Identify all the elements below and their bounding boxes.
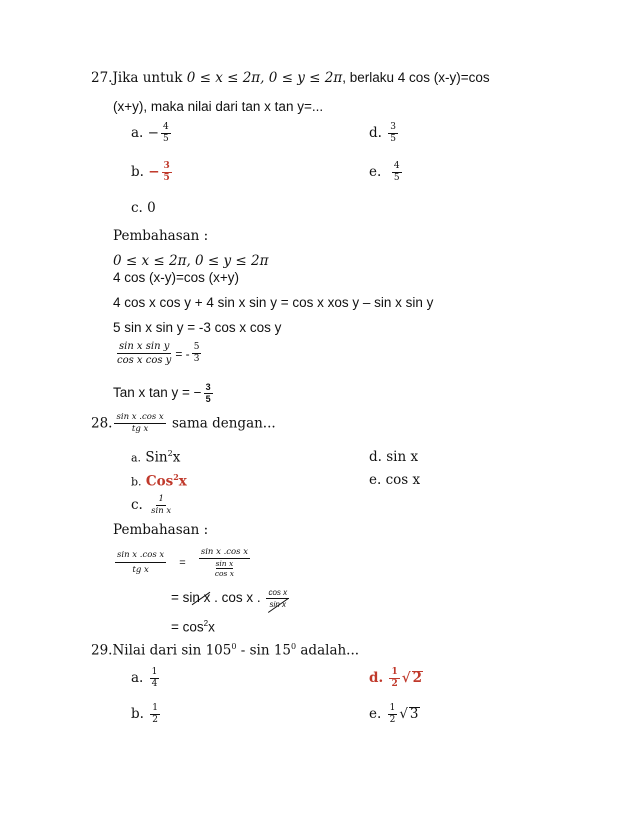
q27-pembahasan-title: Pembahasan : (113, 228, 209, 244)
q27-option-b: b. − $\frac{3}{5}$ (131, 161, 170, 183)
q27-pembahasan-line5: $\frac{\text{sin x sin y}}{\text{cos x cos y}}$ = - $\frac{5}{3}$ (117, 341, 200, 366)
q27-number: 27. (91, 70, 113, 86)
q28-pembahasan-step1: $\frac{\text{sin x .cos x}}{\text{tg x}}$ = sin x .cos x sin x cos x (117, 547, 249, 578)
q27-pembahasan-line3: 4 cos x cos y + 4 sin x sin y = cos x xos y – sin x sin y (113, 295, 434, 310)
q28-option-d: d. sin x (369, 449, 419, 465)
q27-option-a: a. − $\frac{4}{5}$ (131, 122, 169, 144)
q29-line: 29.Nilai dari $\sin 105^0$ - $\sin 15^0$ adalah... (91, 642, 360, 659)
q28-pembahasan-step3: = $\cos^2x$ (171, 619, 215, 635)
q27-pembahasan-line4: 5 sin x sin y = -3 cos x cos y (113, 320, 282, 335)
q27-pembahasan-line1: 0 ≤ x ≤ 2π, 0 ≤ y ≤ 2π (113, 253, 269, 269)
q27-line1: 27.Jika untuk 0 ≤ x ≤ 2π, 0 ≤ y ≤ 2π, berlaku 4 cos (x-y)=cos (91, 70, 490, 86)
q27-pembahasan-line6: Tan x tan y = − $\frac{3}{5}$ (113, 382, 211, 404)
q29-option-d: d. $\frac{1}{2}$ √ 2 (369, 667, 422, 689)
q29-option-e: e. $\frac{1}{2}$ √ 3 (369, 703, 419, 725)
q28-line: 28. $\frac{\text{sin x .cos x}}{\text{tg x}}$ sama dengan... (91, 412, 276, 434)
q27-pembahasan-line2: 4 cos (x-y)=cos (x+y) (113, 270, 240, 285)
q27-option-d: d. $\frac{3}{5}$ (369, 122, 396, 144)
q28-pembahasan-title: Pembahasan : (113, 522, 209, 538)
q28-option-c: c. $\frac{1}{\text{sin x}}$ (131, 494, 172, 516)
q27-option-c: c. 0 (131, 200, 156, 216)
q28-pembahasan-step2: = sin x . cos x . $\frac{\text{cos x}}{\text{sin x}}$ (171, 588, 288, 609)
q27-line2: (x+y), maka nilai dari tan x tan y=... (113, 99, 324, 114)
q28-option-b: b. Cos$^2$x (131, 472, 187, 490)
q27-condition: 0 ≤ x ≤ 2π, 0 ≤ y ≤ 2π (186, 70, 343, 86)
q28-option-a: a. Sin$^2$x (131, 449, 181, 466)
q27-option-e: e. $\frac{4}{5}$ (369, 161, 400, 183)
q28-option-e: e. cos x (369, 472, 421, 488)
q28-number: 28. (91, 415, 113, 432)
q29-number: 29. (91, 642, 113, 659)
q29-option-a: a. $\frac{1}{4}$ (131, 667, 158, 689)
q29-option-b: b. $\frac{1}{2}$ (131, 703, 158, 725)
